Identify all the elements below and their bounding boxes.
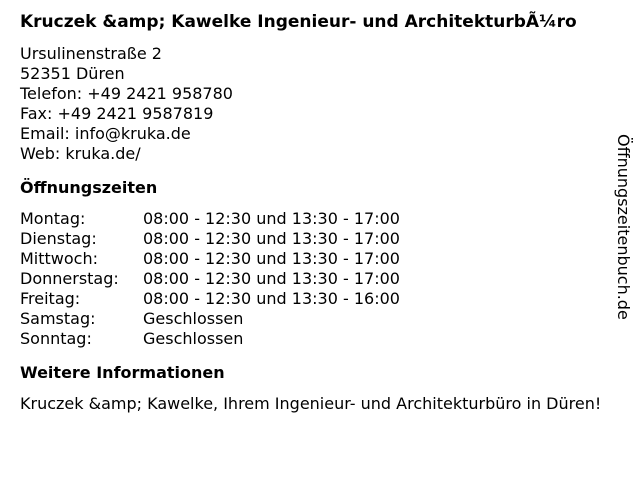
- day-label: Dienstag:: [20, 229, 97, 248]
- fax-number: Fax: +49 2421 9587819: [20, 104, 214, 123]
- hours-row-monday: [20, 209, 400, 229]
- hours-heading: Öffnungszeiten: [20, 178, 158, 197]
- hours-row-friday: [20, 289, 400, 309]
- day-label: Freitag:: [20, 289, 81, 308]
- street-address: Ursulinenstraße 2: [20, 44, 162, 63]
- city-address: 52351 Düren: [20, 64, 125, 83]
- website: Web: kruka.de/: [20, 144, 141, 163]
- day-hours: Geschlossen: [143, 329, 244, 348]
- watermark-text: Öffnungszeitenbuch.de: [614, 134, 633, 320]
- day-hours: 08:00 - 12:30 und 13:30 - 16:00: [143, 289, 400, 308]
- hours-row-sunday: [20, 329, 400, 349]
- hours-row-thursday: [20, 269, 400, 289]
- hours-row-saturday: [20, 309, 400, 329]
- info-heading: Weitere Informationen: [20, 363, 225, 382]
- day-label: Samstag:: [20, 309, 96, 328]
- day-label: Sonntag:: [20, 329, 92, 348]
- hours-row-wednesday: [20, 249, 400, 269]
- watermark: [613, 134, 633, 334]
- phone-number: Telefon: +49 2421 958780: [20, 84, 233, 103]
- business-card: [20, 12, 616, 414]
- day-hours: 08:00 - 12:30 und 13:30 - 17:00: [143, 269, 400, 288]
- business-name: Kruczek &amp; Kawelke Ingenieur- und ArchitekturbÃ¼ro: [20, 12, 577, 32]
- hours-row-tuesday: [20, 229, 400, 249]
- day-hours: Geschlossen: [143, 309, 244, 328]
- email-address: Email: info@kruka.de: [20, 124, 191, 143]
- day-hours: 08:00 - 12:30 und 13:30 - 17:00: [143, 229, 400, 248]
- day-label: Mittwoch:: [20, 249, 98, 268]
- opening-hours-table: [20, 209, 400, 349]
- day-hours: 08:00 - 12:30 und 13:30 - 17:00: [143, 209, 400, 228]
- day-label: Montag:: [20, 209, 86, 228]
- day-label: Donnerstag:: [20, 269, 119, 288]
- info-text: Kruczek &amp; Kawelke, Ihrem Ingenieur- und Architekturbüro in Düren!: [20, 394, 602, 413]
- contact-block: [20, 44, 616, 164]
- day-hours: 08:00 - 12:30 und 13:30 - 17:00: [143, 249, 400, 268]
